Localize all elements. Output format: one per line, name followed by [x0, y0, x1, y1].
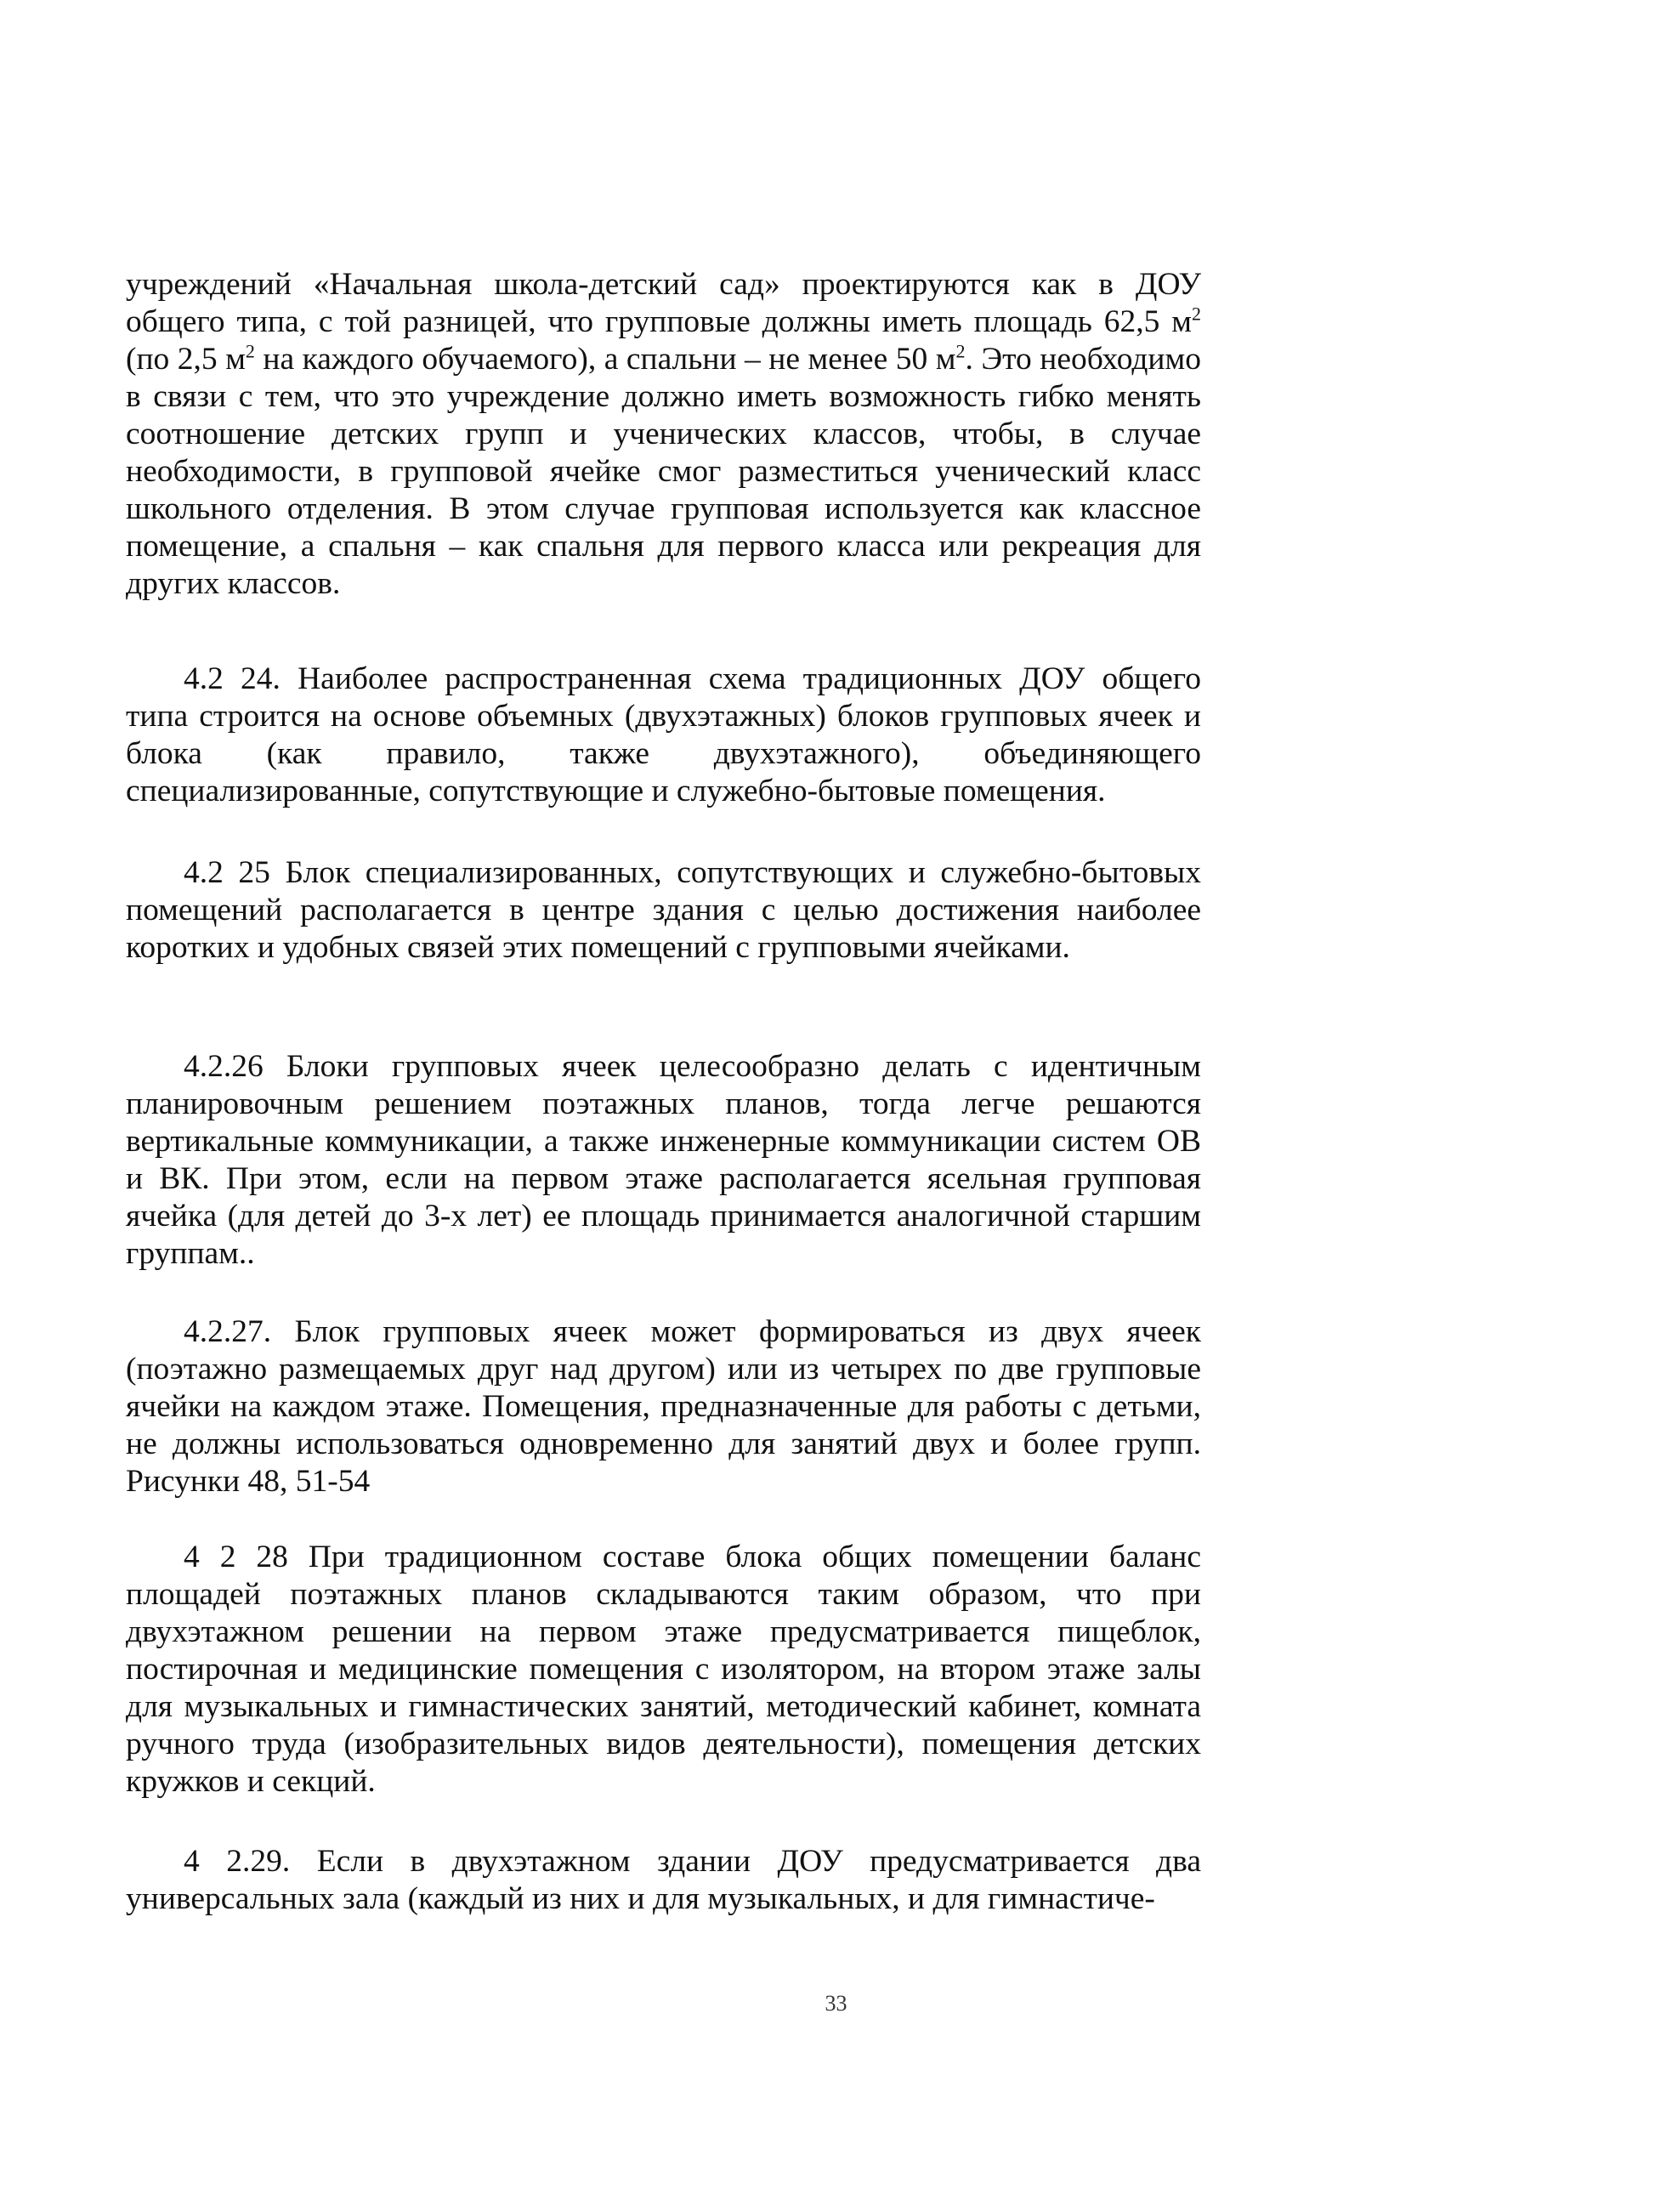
paragraph-1-text-b: (по 2,5 м: [126, 342, 246, 377]
paragraph-4-2-27: 4.2.27. Блок групповых ячеек может формироваться из двух ячеек (поэтажно размещаемых друг над другом) или из четырех по две групповые ячейки на каждом этаже. Помещения, предназначенные для работы с детьми, не должны использоваться одновременно для занятий двух и более групп. Рисунки 48, 51-54: [126, 1314, 1201, 1499]
paragraph-4-2-28: 4 2 28 При традиционном составе блока общих помещении баланс площадей поэтажных планов складываются таким образом, что при двухэтажном решении на первом этаже предусматривается пищеблок, постирочная и медицинские помещения с изолятором, на втором этаже залы для музыкальных и гимнастических занятий, методический кабинет, комната ручного труда (изобразительных видов деятельности), помещения детских кружков и секций.: [126, 1540, 1201, 1799]
paragraph-4-2-26: 4.2.26 Блоки групповых ячеек целесообразно делать с идентичным планировочным решением поэтажных планов, тогда легче решаются вертикальные коммуникации, а также инженерные коммуникации систем ОВ и ВК. При этом, если на первом этаже располагается ясельная групповая ячейка (для детей до 3-х лет) ее площадь принимается аналогичной старшим группам..: [126, 1049, 1201, 1271]
body-text: [126, 266, 1201, 603]
paragraph-4-2-25: 4.2 25 Блок специализированных, сопутствующих и служебно-бытовых помещений располагается в центре здания с целью достижения наиболее коротких и удобных связей этих помещений с групповыми ячейками.: [126, 855, 1201, 965]
section-4-2-28: [126, 1539, 1201, 1801]
paragraph-1-text-c: на каждого обучаемого), а спальни – не менее 50 м: [254, 342, 956, 377]
paragraph-1-text-a: учреждений «Начальная школа-детский сад» проектируются как в ДОУ общего типа, с той разницей, что групповые должны иметь площадь 62,5 м: [126, 267, 1201, 339]
paragraph-4-2-29: 4 2.29. Если в двухэтажном здании ДОУ предусматривается два универсальных зала (каждый из них и для музыкальных, и для гимнастиче-: [126, 1844, 1201, 1916]
section-4-2-26: [126, 1048, 1201, 1273]
superscript-square-2: 2: [245, 340, 255, 362]
section-4-2-29: [126, 1843, 1201, 1918]
paragraph-1-text-d: . Это необходимо в связи с тем, что это учреждение должно иметь возможность гибко менять соотношение детских групп и ученических классов, чтобы, в случае необходимости, в групповой ячейке смог разместиться ученический класс школьного отделения. В этом случае групповая используется как классное помещение, а спальня – как спальня для первого класса или рекреация для других классов.: [126, 342, 1201, 601]
section-4-2-24: [126, 661, 1201, 810]
paragraph-continuation: [126, 266, 1201, 603]
paragraph-4-2-24: 4.2 24. Наиболее распространенная схема традиционных ДОУ общего типа строится на основе объемных (двухэтажных) блоков групповых ячеек и блока (как правило, также двухэтажного), объединяющего специализированные, сопутствующие и служебно-бытовые помещения.: [126, 661, 1201, 808]
page-number: 33: [825, 1991, 847, 2016]
section-4-2-25: [126, 854, 1201, 967]
superscript-square-1: 2: [1192, 303, 1201, 325]
superscript-square-3: 2: [955, 340, 966, 362]
section-4-2-27: [126, 1313, 1201, 1500]
